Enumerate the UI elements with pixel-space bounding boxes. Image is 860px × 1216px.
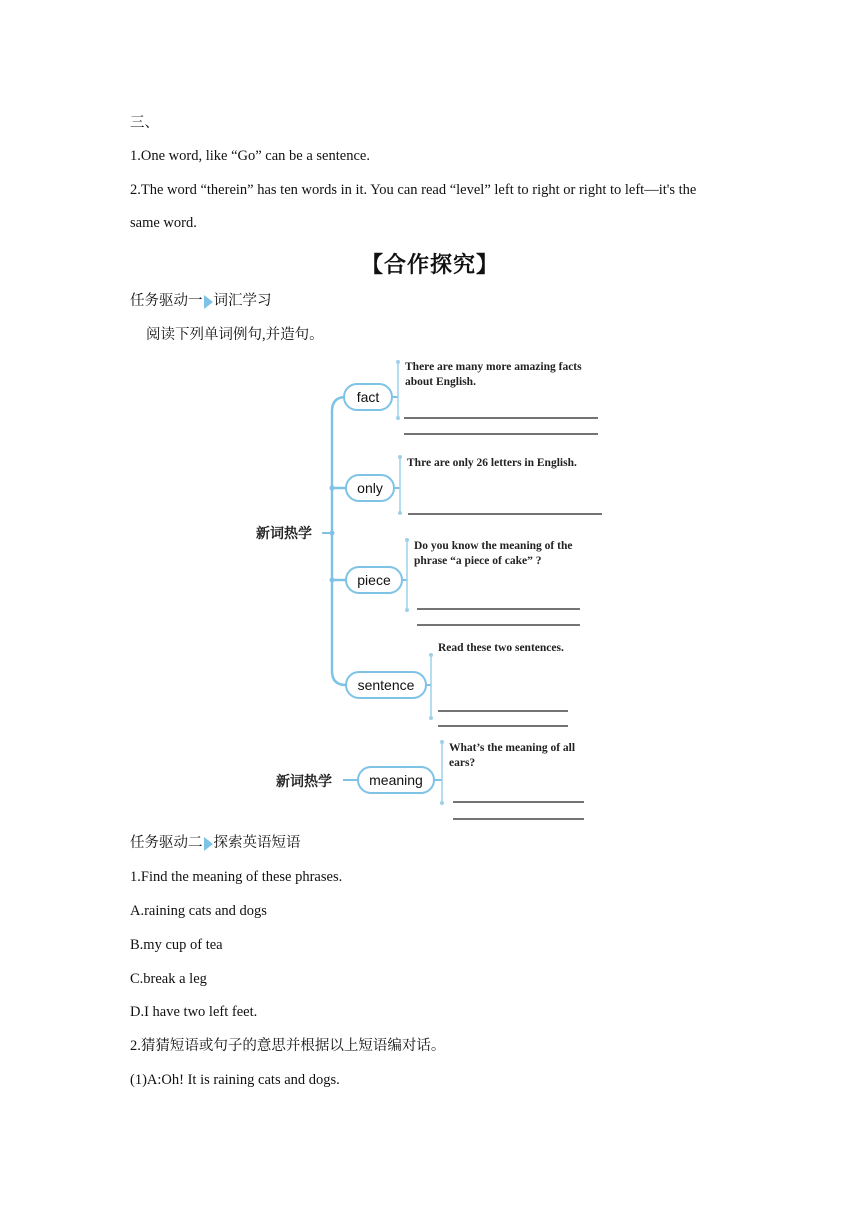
example-piece-2: phrase “a piece of cake” ? [414, 555, 542, 567]
bracket-dot [405, 538, 409, 542]
example-piece-1: Do you know the meaning of the [414, 540, 573, 552]
bracket-dot [396, 360, 400, 364]
bracket-dot [405, 608, 409, 612]
bracket-dot [429, 716, 433, 720]
exercise-line: (1)A:Oh! It is raining cats and dogs. [130, 1072, 340, 1088]
bracket-dot [398, 511, 402, 515]
section-marker: 三、 [130, 115, 159, 131]
trunk-dot [330, 578, 335, 583]
word-sentence: sentence [357, 677, 415, 693]
exercise-line: C.break a leg [130, 971, 207, 987]
instruction: 阅读下列单词例句,并造句。 [146, 327, 324, 343]
task-2-prefix: 任务驱动二 [130, 835, 203, 851]
section-heading: 【合作探究】 [360, 253, 499, 278]
task-1-prefix: 任务驱动一 [130, 293, 203, 309]
example-sentence-1: Read these two sentences. [438, 642, 564, 654]
word-piece: piece [357, 572, 391, 588]
exercise-line: 2.猜猜短语或句子的意思并根据以上短语编对话。 [130, 1038, 446, 1054]
exercise-line: A.raining cats and dogs [130, 903, 267, 919]
example-fact-2: about English. [405, 376, 476, 388]
example-only-1: Thre are only 26 letters in English. [407, 457, 577, 469]
answer-line-1: 1.One word, like “Go” can be a sentence. [130, 148, 370, 164]
mindmap-trunk [332, 397, 346, 685]
mindmap-root: 新词热学 [256, 526, 312, 542]
exercise-line: D.I have two left feet. [130, 1004, 258, 1020]
exercise-line: 1.Find the meaning of these phrases. [130, 869, 343, 885]
example-meaning-2: ears? [449, 757, 476, 769]
bracket-dot [398, 455, 402, 459]
word-fact: fact [356, 389, 380, 405]
answer-line-2: 2.The word “therein” has ten words in it. You can read “level” left to right or right to left—it's the [130, 182, 697, 198]
task-2-label: 探索英语短语 [213, 835, 301, 851]
bracket-dot [429, 653, 433, 657]
example-fact-1: There are many more amazing facts [405, 361, 582, 373]
task-2-title [130, 834, 301, 852]
exercise-line: B.my cup of tea [130, 937, 223, 953]
trunk-dot [330, 486, 335, 491]
task-1-label: 词汇学习 [213, 293, 272, 309]
mindmap2-root: 新词热学 [276, 774, 332, 790]
bracket-dot [396, 416, 400, 420]
example-meaning-1: What’s the meaning of all [449, 742, 576, 754]
answer-line-3: same word. [130, 215, 197, 231]
word-meaning: meaning [369, 772, 423, 788]
bracket-dot [440, 801, 444, 805]
word-only: only [357, 480, 383, 496]
arrow-icon [204, 837, 213, 851]
bracket-dot [440, 740, 444, 744]
